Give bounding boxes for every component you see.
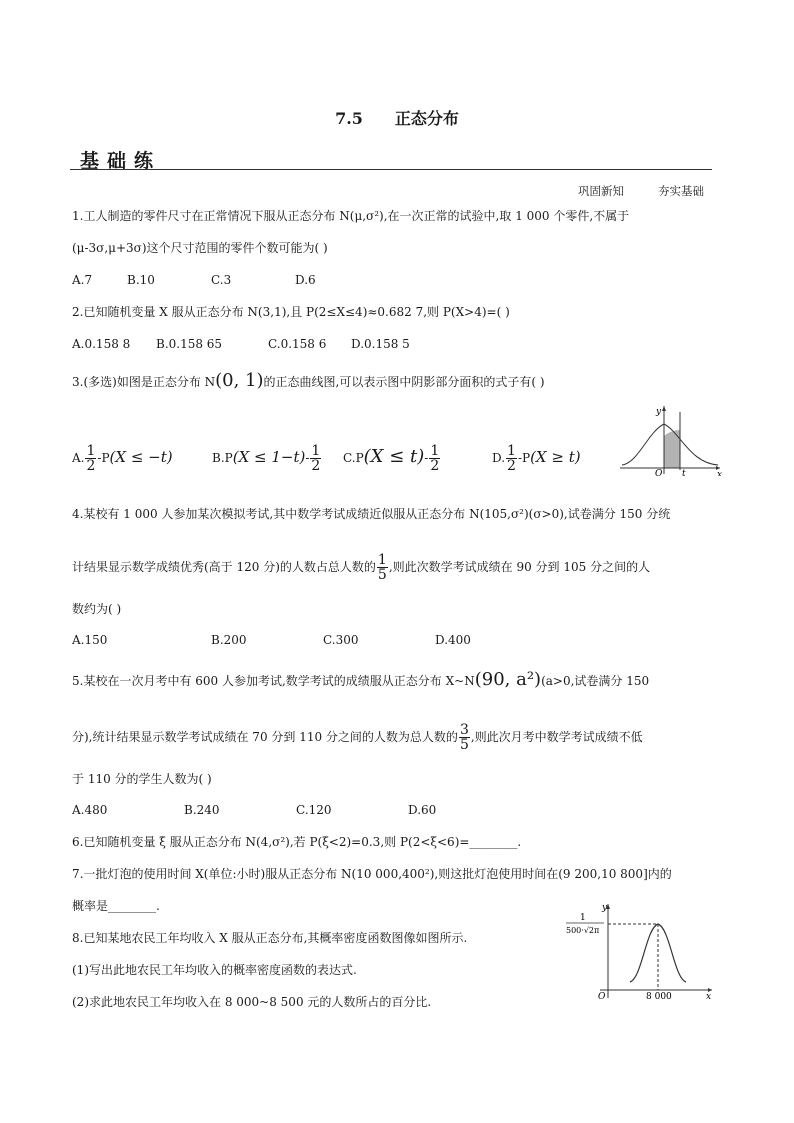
y-axis-arrow: [662, 406, 666, 411]
q4-line1: 4.某校有 1 000 人参加某次模拟考试,其中数学考试成绩近似服从正态分布 N(105,σ²)(σ>0),试卷满分 150 分统: [72, 507, 671, 521]
q7-line2: 概率是________.: [72, 899, 160, 913]
section-heading: 基础练: [80, 150, 162, 172]
origin-label: O: [598, 992, 606, 1002]
q3-line1b: 的正态曲线图,可以表示图中阴影部分面积的式子有( ): [263, 375, 545, 389]
y-axis-label: y: [602, 903, 608, 913]
q2-line1: 2.已知随机变量 X 服从正态分布 N(3,1),且 P(2≤X≤4)≈0.682 7,则 P(X>4)=( ): [72, 305, 510, 319]
q7-line1: 7.一批灯泡的使用时间 X(单位:小时)服从正态分布 N(10 000,400²),则这批灯泡使用时间在(9 200,10 800]内的: [72, 867, 672, 881]
q3-option-b: B.P(X ≤ 1−t)- $\frac{1}{2}$: [212, 443, 321, 474]
q4-option-c: C.300: [323, 633, 359, 647]
q2-option-a: A.0.158 8: [72, 337, 131, 351]
fraction: $\frac{1}{2}$: [430, 443, 440, 474]
q1-option-c: C.3: [211, 273, 232, 287]
q3-line1a: 3.(多选)如图是正态分布 N: [72, 375, 216, 389]
q6-line1: 6.已知随机变量 ξ 服从正态分布 N(4,σ²),若 P(ξ<2)=0.3,则 P(2<ξ<6)=________.: [72, 835, 522, 849]
y-axis-label: y: [656, 407, 662, 417]
q4-line2: 计结果显示数学成绩优秀(高于 120 分)的人数占总人数的 $\frac{1}{5}$ ,则此次数学考试成绩在 90 分到 105 分之间的人: [72, 552, 651, 583]
q1-line1: 1.工人制造的零件尺寸在正常情况下服从正态分布 N(μ,σ²),在一次正常的试验中,取 1 000 个零件,不属于: [72, 209, 630, 223]
q5-option-b: B.240: [184, 803, 220, 817]
q4-line3: 数约为( ): [72, 602, 122, 616]
q8-density-figure: [560, 898, 720, 1002]
q2-option-b: B.0.158 65: [156, 337, 223, 351]
fraction: $\frac{1}{5}$: [377, 552, 387, 583]
q5-option-d: D.60: [408, 803, 437, 817]
section-number: 7.5: [335, 109, 363, 128]
heading-rule: [70, 169, 712, 170]
q5-line3: 于 110 分的学生人数为( ): [72, 772, 212, 786]
fraction: $\frac{3}{5}$: [459, 722, 469, 753]
q5-option-c: C.120: [296, 803, 332, 817]
q4-option-d: D.400: [435, 633, 471, 647]
q4-option-b: B.200: [211, 633, 247, 647]
q3-distribution: (0, 1): [215, 370, 264, 391]
q1-option-d: D.6: [295, 273, 316, 287]
x-axis-label: x: [717, 470, 723, 476]
origin-label: O: [655, 469, 663, 476]
q3-line1: [72, 370, 545, 391]
q8-line3: (2)求此地农民工年均收入在 8 000~8 500 元的人数所占的百分比.: [72, 995, 432, 1009]
fraction: $\frac{1}{2}$: [86, 443, 96, 474]
fraction: $\frac{1}{2}$: [311, 443, 321, 474]
q3-normal-curve-figure: [618, 402, 724, 476]
q2-option-c: C.0.158 6: [268, 337, 327, 351]
q3-option-a: A. $\frac{1}{2}$ -P(X ≤ −t): [72, 443, 173, 474]
q1-option-a: A.7: [72, 273, 93, 287]
q8-line1: 8.已知某地农民工年均收入 X 服从正态分布,其概率密度函数图像如图所示.: [72, 931, 468, 945]
q4-option-a: A.150: [72, 633, 108, 647]
q2-option-d: D.0.158 5: [351, 337, 410, 351]
q5-line2: 分),统计结果显示数学考试成绩在 70 分到 110 分之间的人数为总人数的 $\frac{3}{5}$ ,则此次月考中数学考试成绩不低: [72, 722, 643, 753]
fraction: $\frac{1}{2}$: [507, 443, 516, 474]
q5-distribution: (90, a²): [474, 669, 542, 690]
x-axis-label: x: [706, 992, 712, 1002]
ytick-denominator: 500·√2π: [566, 926, 600, 935]
section-tag-right: 夯实基础: [658, 184, 704, 198]
section-title: 正态分布: [394, 109, 459, 128]
section-tag-left: 巩固新知: [578, 184, 624, 198]
page-title: [0, 106, 794, 129]
q5-line1: 5.某校在一次月考中有 600 人参加考试,数学考试的成绩服从正态分布 X~N(90, a²)(a>0,试卷满分 150: [72, 669, 650, 690]
q8-line2: (1)写出此地农民工年均收入的概率密度函数的表达式.: [72, 963, 357, 977]
t-label: t: [682, 469, 686, 476]
density-curve: [630, 924, 686, 982]
q3-option-c: C.P(X ≤ t)- $\frac{1}{2}$: [343, 443, 440, 474]
q1-option-b: B.10: [127, 273, 155, 287]
xtick-label: 8 000: [646, 992, 672, 1002]
q5-option-a: A.480: [72, 803, 108, 817]
ytick-numerator: 1: [580, 913, 586, 923]
q3-option-d: D. $\frac{1}{2}$ -P(X ≥ t): [492, 443, 581, 474]
q1-line2: (μ-3σ,μ+3σ)这个尺寸范围的零件个数可能为( ): [72, 241, 328, 255]
